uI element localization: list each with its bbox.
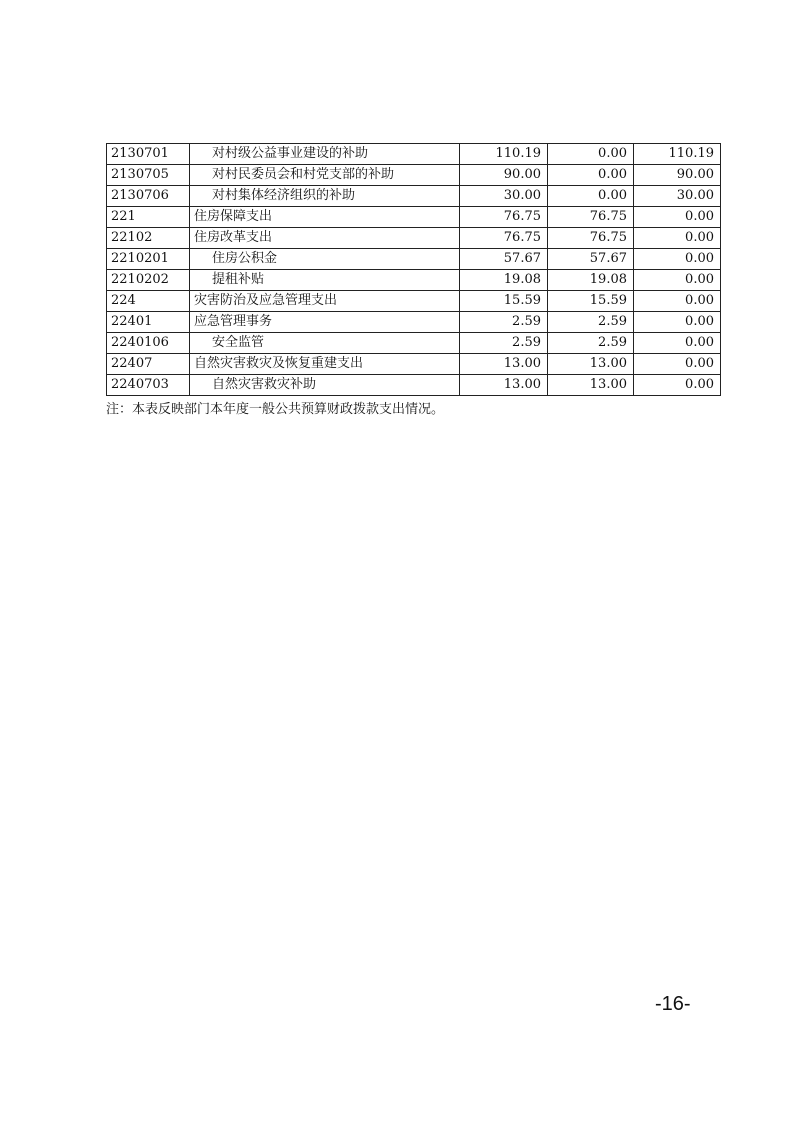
project-expenditure-cell: 0.00 bbox=[634, 291, 721, 312]
basic-expenditure-cell: 2.59 bbox=[548, 333, 634, 354]
subject-name-cell: 应急管理事务 bbox=[190, 312, 460, 333]
basic-expenditure-cell: 15.59 bbox=[548, 291, 634, 312]
basic-expenditure-cell: 0.00 bbox=[548, 186, 634, 207]
basic-expenditure-cell: 76.75 bbox=[548, 228, 634, 249]
total-amount-cell: 2.59 bbox=[460, 333, 548, 354]
total-amount-cell: 110.19 bbox=[460, 144, 548, 165]
table-row bbox=[107, 375, 721, 396]
total-amount-cell: 30.00 bbox=[460, 186, 548, 207]
total-amount-cell: 15.59 bbox=[460, 291, 548, 312]
subject-name-cell: 对村集体经济组织的补助 bbox=[190, 186, 460, 207]
subject-code-cell: 2130705 bbox=[107, 165, 190, 186]
basic-expenditure-cell: 19.08 bbox=[548, 270, 634, 291]
subject-code-cell: 2210201 bbox=[107, 249, 190, 270]
subject-name-cell: 住房保障支出 bbox=[190, 207, 460, 228]
project-expenditure-cell: 30.00 bbox=[634, 186, 721, 207]
table-row bbox=[107, 333, 721, 354]
table-row bbox=[107, 270, 721, 291]
subject-name-cell: 对村民委员会和村党支部的补助 bbox=[190, 165, 460, 186]
project-expenditure-cell: 90.00 bbox=[634, 165, 721, 186]
project-expenditure-cell: 0.00 bbox=[634, 249, 721, 270]
project-expenditure-cell: 0.00 bbox=[634, 333, 721, 354]
table-row bbox=[107, 228, 721, 249]
subject-code-cell: 224 bbox=[107, 291, 190, 312]
subject-code-cell: 2130701 bbox=[107, 144, 190, 165]
subject-code-cell: 22102 bbox=[107, 228, 190, 249]
table-row bbox=[107, 144, 721, 165]
table-row bbox=[107, 165, 721, 186]
project-expenditure-cell: 0.00 bbox=[634, 354, 721, 375]
project-expenditure-cell: 110.19 bbox=[634, 144, 721, 165]
subject-code-cell: 221 bbox=[107, 207, 190, 228]
basic-expenditure-cell: 76.75 bbox=[548, 207, 634, 228]
subject-name-cell: 住房公积金 bbox=[190, 249, 460, 270]
total-amount-cell: 2.59 bbox=[460, 312, 548, 333]
project-expenditure-cell: 0.00 bbox=[634, 228, 721, 249]
subject-name-cell: 灾害防治及应急管理支出 bbox=[190, 291, 460, 312]
subject-name-cell: 自然灾害救灾及恢复重建支出 bbox=[190, 354, 460, 375]
project-expenditure-cell: 0.00 bbox=[634, 207, 721, 228]
page-number: -16- bbox=[655, 993, 691, 1015]
expenditure-table-container bbox=[106, 143, 720, 396]
subject-code-cell: 22401 bbox=[107, 312, 190, 333]
table-row bbox=[107, 291, 721, 312]
basic-expenditure-cell: 0.00 bbox=[548, 144, 634, 165]
table-row bbox=[107, 354, 721, 375]
table-row bbox=[107, 186, 721, 207]
subject-name-cell: 对村级公益事业建设的补助 bbox=[190, 144, 460, 165]
total-amount-cell: 57.67 bbox=[460, 249, 548, 270]
total-amount-cell: 90.00 bbox=[460, 165, 548, 186]
expenditure-table-body bbox=[107, 144, 721, 396]
table-row bbox=[107, 249, 721, 270]
basic-expenditure-cell: 13.00 bbox=[548, 375, 634, 396]
expenditure-table bbox=[106, 143, 721, 396]
subject-code-cell: 2240703 bbox=[107, 375, 190, 396]
project-expenditure-cell: 0.00 bbox=[634, 375, 721, 396]
table-row bbox=[107, 312, 721, 333]
total-amount-cell: 13.00 bbox=[460, 354, 548, 375]
basic-expenditure-cell: 2.59 bbox=[548, 312, 634, 333]
subject-name-cell: 提租补贴 bbox=[190, 270, 460, 291]
basic-expenditure-cell: 57.67 bbox=[548, 249, 634, 270]
total-amount-cell: 76.75 bbox=[460, 228, 548, 249]
total-amount-cell: 76.75 bbox=[460, 207, 548, 228]
basic-expenditure-cell: 0.00 bbox=[548, 165, 634, 186]
basic-expenditure-cell: 13.00 bbox=[548, 354, 634, 375]
subject-code-cell: 2240106 bbox=[107, 333, 190, 354]
table-row bbox=[107, 207, 721, 228]
total-amount-cell: 13.00 bbox=[460, 375, 548, 396]
project-expenditure-cell: 0.00 bbox=[634, 270, 721, 291]
subject-code-cell: 2210202 bbox=[107, 270, 190, 291]
subject-name-cell: 安全监管 bbox=[190, 333, 460, 354]
project-expenditure-cell: 0.00 bbox=[634, 312, 721, 333]
subject-code-cell: 2130706 bbox=[107, 186, 190, 207]
table-footnote: 注：本表反映部门本年度一般公共预算财政拨款支出情况。 bbox=[106, 402, 445, 417]
subject-code-cell: 22407 bbox=[107, 354, 190, 375]
total-amount-cell: 19.08 bbox=[460, 270, 548, 291]
subject-name-cell: 住房改革支出 bbox=[190, 228, 460, 249]
subject-name-cell: 自然灾害救灾补助 bbox=[190, 375, 460, 396]
